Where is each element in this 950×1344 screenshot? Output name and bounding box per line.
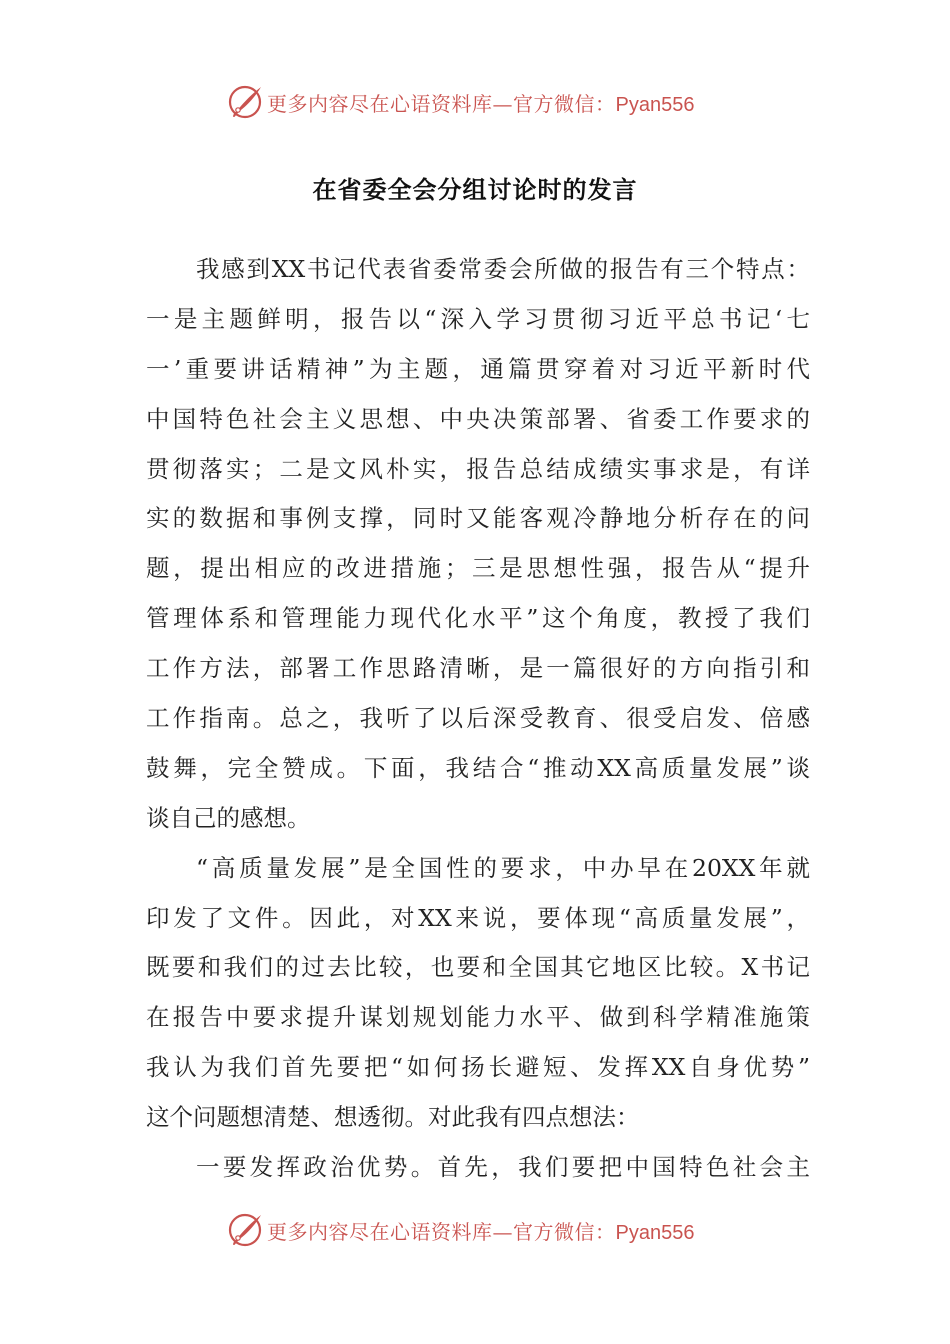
body-line: 我感到XX书记代表省委常委会所做的报告有三个特点： [196,255,810,283]
body-line: “高质量发展”是全国性的要求，中办早在20XX年就 [196,853,810,882]
watermark-separator: — [492,1219,513,1244]
watermark-header [225,82,745,122]
body-line: 谈自己的感想。 [146,803,311,832]
body-line: 实的数据和事例支撑，同时又能客观冷静地分析存在的问 [146,504,810,533]
body-line: 一要发挥政治优势。首先，我们要把中国特色社会主 [196,1153,810,1182]
watermark-text [267,88,694,117]
quill-pen-icon [225,1210,265,1250]
body-line: 我认为我们首先要把“如何扬长避短、发挥XX自身优势” [146,1053,810,1082]
body-line: 鼓舞，完全赞成。下面，我结合“推动XX高质量发展”谈 [146,753,810,782]
watermark-official: 官方微信： [513,91,616,116]
body-line: 在报告中要求提升谋划规划能力水平、做到科学精准施策 [146,1003,810,1032]
watermark-separator: — [492,91,513,116]
watermark-slogan: 更多内容尽在心语资料库 [267,1219,493,1244]
watermark-brand: Pyan556 [615,1221,695,1244]
watermark-text [267,1216,694,1245]
body-line: 题，提出相应的改进措施；三是思想性强，报告从“提升 [146,554,810,583]
document-body [146,245,810,1193]
quill-pen-icon [225,82,265,122]
body-line: 印发了文件。因此，对XX来说，要体现“高质量发展”， [146,903,810,932]
body-line: 工作方法，部署工作思路清晰，是一篇很好的方向指引和 [146,654,810,683]
watermark-official: 官方微信： [513,1219,616,1244]
body-line: 一是主题鲜明，报告以“深入学习贯彻习近平总书记‘七 [146,304,810,333]
watermark-brand: Pyan556 [615,93,695,116]
body-line: 中国特色社会主义思想、中央决策部署、省委工作要求的 [146,404,810,433]
body-line: 一’重要讲话精神”为主题，通篇贯穿着对习近平新时代 [146,354,810,383]
document-title: 在省委全会分组讨论时的发言 [312,175,638,204]
watermark-footer [225,1210,745,1250]
body-line: 这个问题想清楚、想透彻。对此我有四点想法： [146,1103,640,1132]
watermark-slogan: 更多内容尽在心语资料库 [267,91,493,116]
body-line: 贯彻落实；二是文风朴实，报告总结成绩实事求是，有详 [146,454,810,483]
body-line: 既要和我们的过去比较，也要和全国其它地区比较。X书记 [146,953,810,982]
body-line: 管理体系和管理能力现代化水平”这个角度，教授了我们 [146,604,810,633]
body-line: 工作指南。总之，我听了以后深受教育、很受启发、倍感 [146,704,810,733]
